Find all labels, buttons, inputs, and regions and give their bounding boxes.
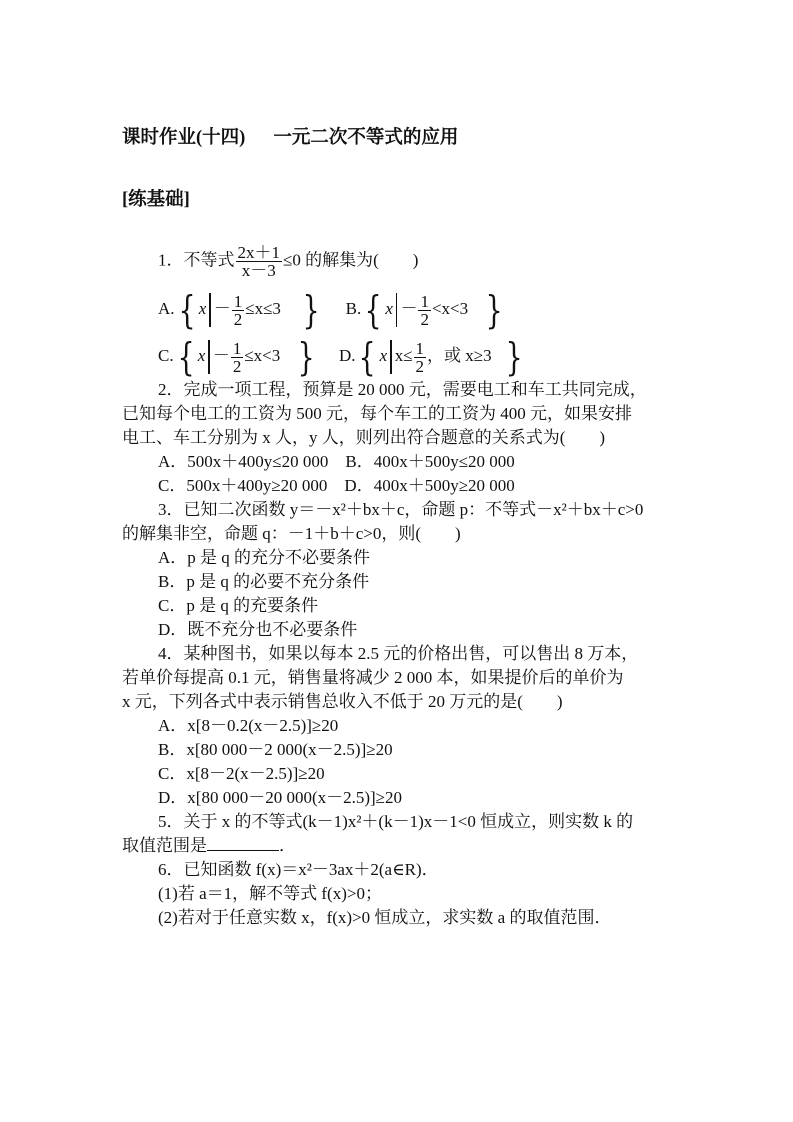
title-lesson: 课时作业(十四) xyxy=(122,128,246,148)
question-3-line-1: 3．已知二次函数 y＝－x²＋bx＋c，命题 p：不等式－x²＋bx＋c>0 xyxy=(158,500,644,519)
question-4-line-2: 若单价每提高 0.1 元，销售量将减少 2 000 本，如果提价后的单价为 xyxy=(122,668,624,687)
question-2-line-3: 电工、车工分别为 x 人，y 人，则列出符合题意的关系式为( ) xyxy=(122,428,606,447)
question-1-options-cd: C.{ x － $\frac{1}{2}$ ≤x<3 } D.{ x x≤ $\frac{1}{2}$ ，或 x≥3 } xyxy=(158,335,523,379)
question-6-part-2: (2)若对于任意实数 x，f(x)>0 恒成立，求实数 a 的取值范围． xyxy=(158,908,612,927)
title-topic: 一元二次不等式的应用 xyxy=(273,128,459,148)
question-3-option-a: A．p 是 q 的充分不必要条件 xyxy=(158,548,371,567)
question-4-option-c: C．x[8－2(x－2.5)]≥20 xyxy=(158,764,325,783)
question-3-option-d: D．既不充分也不必要条件 xyxy=(158,620,358,639)
question-2-options-cd: C．500x＋400y≥20 000 D．400x＋500y≥20 000 xyxy=(158,476,515,495)
question-4-option-d: D．x[80 000－20 000(x－2.5)]≥20 xyxy=(158,788,403,807)
question-5-line-2: 取值范围是 ． xyxy=(122,836,296,855)
question-2-options-ab: A．500x＋400y≤20 000 B．400x＋500y≤20 000 xyxy=(158,452,515,471)
question-1-stem: 1．不等式 $\frac{2x+1}{x-3}$ ≤0 的解集为( ) xyxy=(158,243,419,280)
question-2-line-1: 2．完成一项工程，预算是 20 000 元，需要电工和车工共同完成， xyxy=(158,380,647,399)
question-3-option-b: B．p 是 q 的必要不充分条件 xyxy=(158,572,370,591)
fraction: $\frac{2x+1}{x-3}$ xyxy=(237,243,280,280)
question-4-option-a: A．x[8－0.2(x－2.5)]≥20 xyxy=(158,716,339,735)
question-6-part-1: (1)若 a＝1，解不等式 f(x)>0； xyxy=(158,884,382,903)
question-5-line-1: 5．关于 x 的不等式(k－1)x²＋(k－1)x－1<0 恒成立，则实数 k 的 xyxy=(158,812,634,831)
question-4-option-b: B．x[80 000－2 000(x－2.5)]≥20 xyxy=(158,740,393,759)
section-heading: [练基础] xyxy=(122,190,190,210)
question-4-line-1: 4．某种图书，如果以每本 2.5 元的价格出售，可以售出 8 万本， xyxy=(158,644,639,663)
question-6-stem: 6．已知函数 f(x)＝x²－3ax＋2(a∈R)． xyxy=(158,860,439,879)
question-3-line-2: 的解集非空，命题 q：－1＋b＋c>0，则( ) xyxy=(122,524,461,543)
question-2-line-2: 已知每个电工的工资为 500 元，每个车工的工资为 400 元，如果安排 xyxy=(122,404,632,423)
page-title xyxy=(122,123,458,149)
question-1-options-ab: A.{ x － $\frac{1}{2}$ ≤x≤3 } B.{ x － $\frac{1}{2}$ <x<3 } xyxy=(158,288,503,332)
question-4-line-3: x 元，下列各式中表示销售总收入不低于 20 万元的是( ) xyxy=(122,692,563,711)
answer-blank[interactable] xyxy=(207,836,279,851)
question-3-option-c: C．p 是 q 的充要条件 xyxy=(158,596,319,615)
